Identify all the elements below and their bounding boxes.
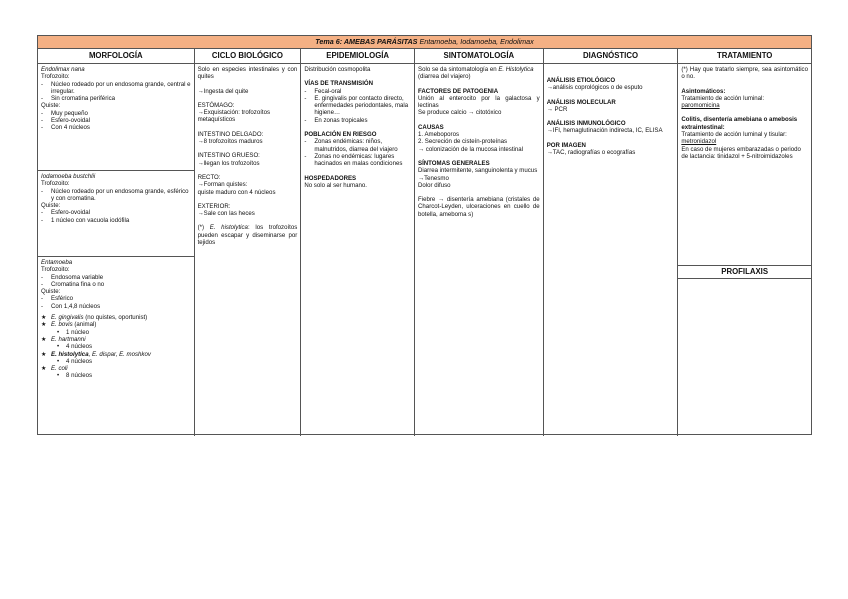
notes-table: [37, 35, 812, 435]
profilaxis-heading: PROFILAXIS: [678, 265, 811, 279]
header-diagnostico: DIAGNÓSTICO: [544, 49, 679, 63]
col-ciclo: Solo en especies intestinales y con quites →Ingesta del quite ESTÓMAGO: →Exquistación: trofozoítos metaquísticos INTESTINO DELGADO: →8 trofozoítos maduros INTESTINO GRUESO: →llegan los trofozoítos RECTO: →Forman quistes: quiste maduro con 4 núcleos EXTERIOR: →Sale con las heces (*) E. histolytica: los trofozoítos pueden escapar y diseminarse por tejidos: [195, 64, 302, 436]
header-epidemiologia: EPIDEMIOLOGÍA: [301, 49, 415, 63]
header-row: [38, 49, 811, 64]
header-ciclo: CICLO BIOLÓGICO: [195, 49, 302, 63]
header-morfologia: MORFOLOGÍA: [38, 49, 195, 63]
col-tratamiento: (*) Hay que tratarlo siempre, sea asintomático o no. Asintomáticos: Tratamiento de acción luminal: paromomicina Colitis, disentería amebiana o amebosis extraintestinal: Tratamiento de acción luminal y tisular: metronidazol En caso de mujeres embarazadas o periodo de lactancia: tinidazol + 5-nitroimidazoles PROFILAXIS: [678, 64, 811, 436]
header-tratamiento: TRATAMIENTO: [716, 51, 773, 60]
block-entamoeba: Entamoeba Trofozoito: - Endosoma variable - Cromatina fina o no Quiste: - Esférico - Con 1,4,8 núcleos ★ E. gingivalis (no quistes, oportunist) ★ E. bovis (animal) • 1 núcleo ★ E. hartmanni • 4 núcleos ★ E. histolytica, E. dispar, E. moshkov • 4 núcleos ★ E. coli • 8 núcleos: [41, 259, 151, 380]
col-sintomatologia: Solo se da sintomatología en E. Histolytica (diarrea del viajero) FACTORES DE PATOGENIA Unión al enterocito por la galactosa y lectinas Se produce calcio → citotóxico CAUSAS 1. Ameboporos 2. Secreción de cisteín-proteínas → colonización de la mucosa intestinal SÍNTOMAS GENERALES Diarrea intermitente, sanguinolenta y mucus →Tenesmo Dolor difuso Fiebre → disentería amebiana (cristales de Charcot-Leyden, ulceraciones en cuello de botella, ameboma s): [415, 64, 544, 436]
col-epidemiologia: Distribución cosmopolita VÍAS DE TRANSMISIÓN - Fecal-oral - E. gingivalis por contacto directo, enfermedades periodontales, mala higiene… - En zonas tropicales POBLACIÓN EN RIESGO - Zonas endémicas: niños, malnutridos, diarrea del viajero - Zonas no endémicas: lugares hacinados en malas condiciones HOSPEDADORES No solo al ser humano.: [301, 64, 415, 436]
block-iodamoeba: Iodamoeba bustchlii Trofozoito: - Núcleo rodeado por un endosoma grande, esférico y con cromatina. Quiste: - Esfero-ovoidal - 1 núcleo con vacuola iodófila: [38, 171, 194, 257]
header-sintomatologia: SINTOMATOLOGÍA: [415, 49, 544, 63]
table-title: Tema 6: AMEBAS PARÁSITAS Entamoeba, Iodamoeba, Endolimax: [38, 36, 811, 49]
block-endolimax: Endolimax nana Trofozoito: - Núcleo rodeado por un endosoma grande, central e irregular. - Sin cromatina periférica Quiste: - Muy pequeño - Esfero-ovoidal - Con 4 núcleos: [38, 64, 194, 171]
col-diagnostico: ANÁLISIS ETIOLÓGICO →análisis coprológicos o de esputo ANÁLISIS MOLECULAR → PCR ANÁLISIS INMUNOLÓGICO →IFI, hemaglutinación indirecta, IC, ELISA POR IMAGEN →TAC, radiografías o ecografías: [544, 64, 679, 436]
col-morfologia: [38, 64, 195, 436]
